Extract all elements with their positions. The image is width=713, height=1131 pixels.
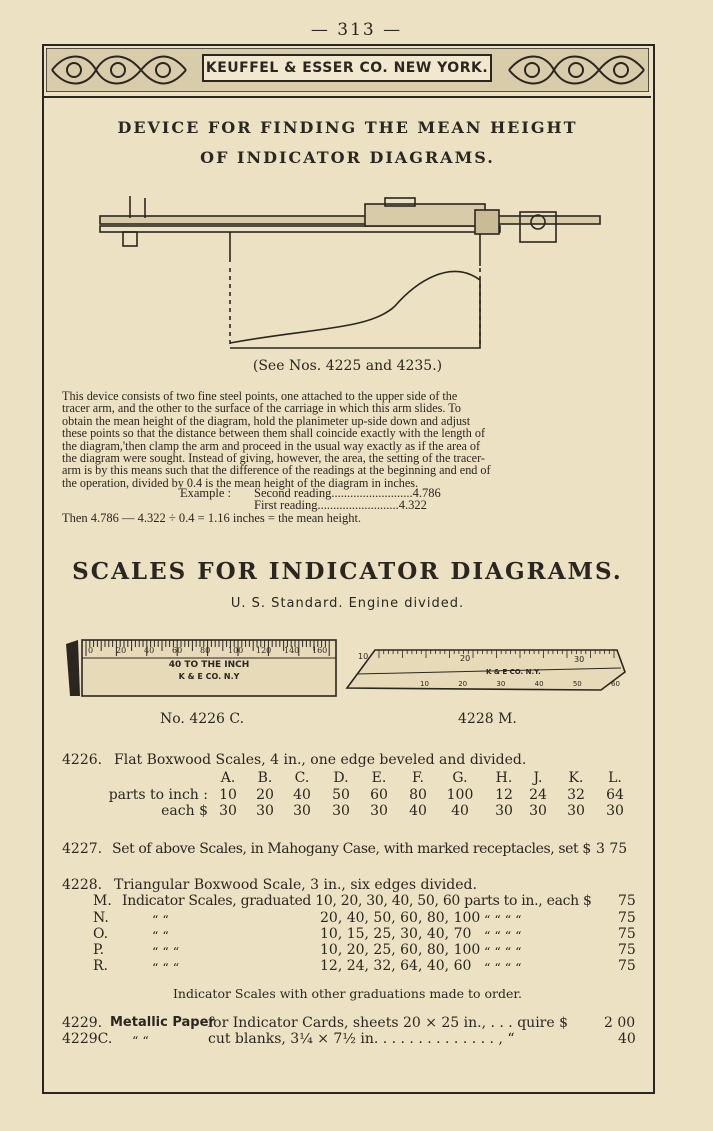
- flat-scale-marking-1: 40 TO THE INCH: [168, 660, 250, 670]
- table-cell: 30: [606, 803, 624, 819]
- tri-scale-marking: K & E CO. N.Y.: [486, 668, 541, 676]
- col-header: E.: [371, 770, 387, 786]
- tri-lower-label: 50: [572, 680, 582, 688]
- scale-row-grads: 10, 20, 25, 60, 80, 100: [320, 942, 481, 958]
- col-header: A.: [220, 770, 236, 786]
- table-4226: [0, 770, 713, 818]
- item-4229-description: for Indicator Cards, sheets 20 × 25 in., . . . quire $: [208, 1015, 569, 1031]
- table-cell: 30: [567, 803, 585, 819]
- col-header: J.: [533, 770, 543, 786]
- page-number: — 313 —: [310, 20, 403, 40]
- scale-row-letter: M.: [93, 893, 112, 909]
- scale-row-price: 75: [618, 893, 636, 909]
- item-4229-name: Metallic Paper: [110, 1015, 215, 1030]
- label-4226c: No. 4226 C.: [160, 711, 245, 727]
- item-4227-price: 3 75: [596, 841, 628, 857]
- col-header: D.: [333, 770, 349, 786]
- paragraph-line: the diagram were sought. Instead of giving, however, the area, the setting of the tracer-: [62, 451, 485, 466]
- col-header: K.: [568, 770, 584, 786]
- tri-lower-label: 20: [458, 680, 468, 688]
- paragraph-line: the diagram,'then clamp the arm and proceed in the usual way exactly as if the area of: [62, 438, 481, 453]
- graduations-note: Indicator Scales with other graduations made to order.: [172, 986, 523, 1001]
- col-header: H.: [495, 770, 513, 786]
- item-4226-description: Flat Boxwood Scales, 4 in., one edge beveled and divided.: [114, 752, 527, 768]
- tick-label: 40: [144, 646, 155, 655]
- item-4229c-description: cut blanks, 3¼ × 7½ in. . . . . . . . . . . . . . , “: [208, 1031, 515, 1047]
- table-cell: 30: [219, 803, 237, 819]
- section-title-line-2: OF INDICATOR DIAGRAMS.: [200, 148, 495, 167]
- scale-row-grads: 10, 15, 25, 30, 40, 70: [320, 926, 472, 942]
- col-header: C.: [294, 770, 310, 786]
- scale-row-price: 75: [618, 926, 636, 942]
- item-4229c-ditto: “ “: [132, 1033, 149, 1048]
- table-cell: 40: [409, 803, 427, 819]
- header-rule: [44, 96, 651, 98]
- tick-label: 120: [256, 646, 272, 655]
- tri-lower-label: 10: [420, 680, 429, 688]
- tick-label: 80: [200, 646, 211, 655]
- col-header: G.: [452, 770, 468, 786]
- table-cell: 20: [256, 787, 274, 803]
- tick-label: 140: [284, 646, 300, 655]
- figure-caption: (See Nos. 4225 and 4235.): [252, 358, 443, 374]
- banner-label: KEUFFEL & ESSER CO. NEW YORK.: [202, 54, 492, 82]
- tick-label: 160: [312, 646, 328, 655]
- scale-row-ditto-tail: “ “ “ “: [484, 960, 522, 975]
- row-label-parts: parts to inch :: [108, 787, 208, 803]
- paragraph-line: obtain the mean height of the diagram, hold the planimeter up-side down and adjust: [62, 413, 471, 428]
- example-first-reading: First reading..........................4.322: [254, 498, 427, 512]
- item-4229c-price: 40: [618, 1031, 636, 1047]
- scale-row-letter: R.: [93, 958, 108, 974]
- scale-row-ditto: “ “ “: [152, 960, 180, 975]
- col-header: B.: [257, 770, 273, 786]
- scale-row-text: Indicator Scales, graduated 10, 20, 30, 40, 50, 60 parts to in., each $: [122, 893, 592, 909]
- table-cell: 12: [495, 787, 513, 803]
- tri-lower-label: 30: [496, 680, 506, 688]
- scale-row-ditto: “ “ “: [152, 944, 180, 959]
- tri-tick-label: 30: [574, 655, 585, 664]
- table-cell: 30: [256, 803, 274, 819]
- table-cell: 30: [529, 803, 547, 819]
- scale-row-price: 75: [618, 910, 636, 926]
- paragraph-line: these points so that the distance between them shall coincide exactly with the length of: [62, 426, 486, 441]
- example-result: Then 4.786 — 4.322 ÷ 0.4 = 1.16 inches = the mean height.: [62, 511, 362, 525]
- paragraph-line: the operation, divided by 0.4 is the mean height of the diagram in inches.: [62, 475, 419, 490]
- table-cell: 30: [293, 803, 311, 819]
- tick-label: 100: [228, 646, 244, 655]
- description-paragraph: [62, 390, 634, 489]
- paragraph-line: arm is by this means such that the difference of the readings at the beginning and end of: [62, 463, 491, 478]
- table-cell: 40: [451, 803, 469, 819]
- tri-tick-label: 10: [358, 652, 369, 661]
- row-label-each: each $: [161, 803, 208, 819]
- table-cell: 30: [370, 803, 388, 819]
- col-header: F.: [412, 770, 424, 786]
- planimeter-device-illustration: [95, 188, 605, 358]
- scales-title: SCALES FOR INDICATOR DIAGRAMS.: [72, 558, 623, 585]
- flat-scale-marking-2: K & E CO. N.Y: [178, 672, 240, 681]
- table-cell: 100: [446, 787, 474, 803]
- scale-row-ditto-tail: “ “ “ “: [484, 928, 522, 943]
- table-cell: 40: [293, 787, 311, 803]
- scale-row-ditto: “ “: [152, 928, 169, 943]
- item-4227-description: Set of above Scales, in Mahogany Case, with marked receptacles, set $: [112, 841, 591, 857]
- scale-row-ditto-tail: “ “ “ “: [484, 944, 522, 959]
- tri-lower-label: 60: [611, 680, 620, 688]
- tick-label: 20: [116, 646, 127, 655]
- scales-subtitle: U. S. Standard. Engine divided.: [230, 596, 465, 611]
- scale-row-price: 75: [618, 958, 636, 974]
- table-cell: 30: [495, 803, 513, 819]
- item-4229-price: 2 00: [604, 1015, 636, 1031]
- tick-label: 0: [88, 646, 94, 655]
- item-4227-number: 4227.: [62, 841, 103, 857]
- paragraph-line: This device consists of two fine steel points, one attached to the upper side of the: [62, 389, 458, 403]
- table-cell: 80: [409, 787, 427, 803]
- table-cell: 24: [529, 787, 547, 803]
- flat-scale-tick-labels: [82, 646, 332, 658]
- scale-row-ditto-tail: “ “ “ “: [484, 912, 522, 927]
- example-second-reading: Second reading..........................4.786: [254, 486, 441, 500]
- table-cell: 10: [219, 787, 237, 803]
- tri-lower-label: 40: [534, 680, 544, 688]
- table-cell: 60: [370, 787, 388, 803]
- scale-row-grads: 20, 40, 50, 60, 80, 100: [320, 910, 481, 926]
- col-header: L.: [608, 770, 622, 786]
- scale-row-letter: O.: [93, 926, 109, 942]
- item-4229-number: 4229.: [62, 1015, 103, 1031]
- table-cell: 32: [567, 787, 585, 803]
- table-cell: 50: [332, 787, 350, 803]
- item-4226-number: 4226.: [62, 752, 103, 768]
- item-4228-number: 4228.: [62, 877, 103, 893]
- table-cell: 30: [332, 803, 350, 819]
- tri-tick-label: 20: [460, 654, 471, 663]
- item-4228-description: Triangular Boxwood Scale, 3 in., six edges divided.: [114, 877, 477, 893]
- scale-row-ditto: “ “: [152, 912, 169, 927]
- table-cell: 64: [606, 787, 624, 803]
- example-label: Example :: [180, 486, 232, 500]
- paragraph-line: tracer arm, and the other to the surface of the carriage in which this arm slides. To: [62, 401, 461, 416]
- scale-row-grads: 12, 24, 32, 64, 40, 60: [320, 958, 472, 974]
- tri-scale-lower-labels: [420, 680, 620, 688]
- scale-row-letter: P.: [93, 942, 105, 958]
- label-4228m: 4228 M.: [458, 711, 517, 727]
- scale-row-letter: N.: [93, 910, 109, 926]
- item-4229c-number: 4229C.: [62, 1031, 113, 1047]
- tick-label: 60: [172, 646, 183, 655]
- section-title-line-1: DEVICE FOR FINDING THE MEAN HEIGHT: [117, 118, 578, 137]
- scale-row-price: 75: [618, 942, 636, 958]
